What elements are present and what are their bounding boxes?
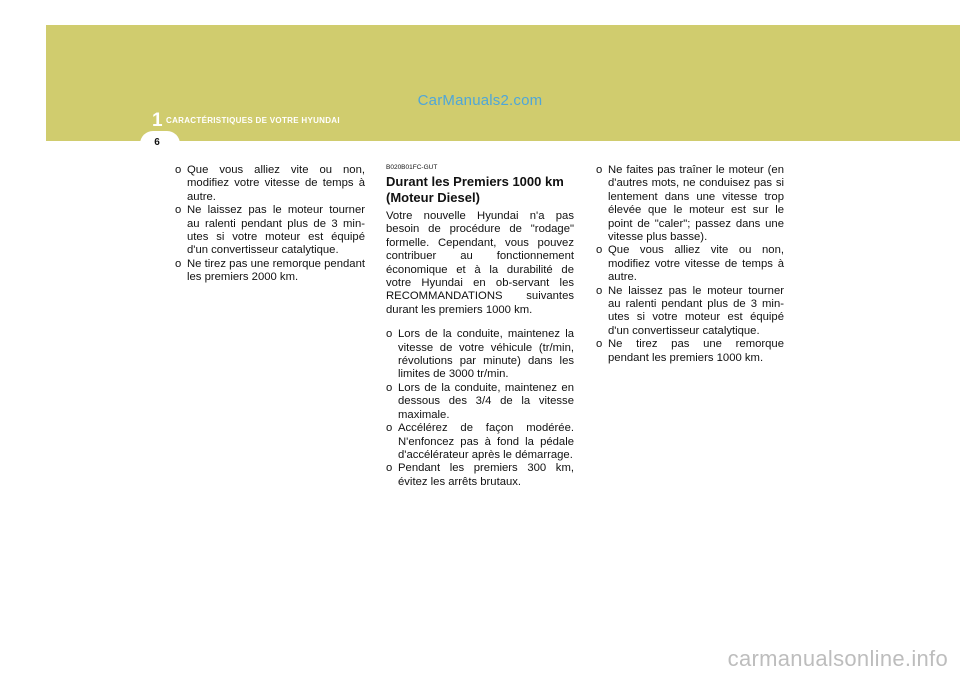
bullet-marker: o	[386, 328, 393, 341]
column-middle	[386, 164, 574, 489]
bullet-marker: o	[175, 164, 182, 176]
list-item-text: Accélérez de façon modérée. N'enfoncez pas à fond la pédale d'accélérateur après le démarrage.	[398, 422, 574, 461]
list-item	[596, 285, 784, 339]
list-item	[386, 422, 574, 462]
list-item-text: Ne laissez pas le moteur tourner au ralenti pendant plus de 3 min-utes si votre moteur est équipé d'un convertisseur catalytique.	[187, 204, 365, 257]
top-watermark[interactable]: CarManuals2.com	[417, 92, 543, 109]
list-item-text: Lors de la conduite, maintenez la vitesse de votre véhicule (tr/min, révolutions par minute) dans les limites de 3000 tr/min.	[398, 328, 574, 381]
list-item-text: Que vous alliez vite ou non, modifiez votre vitesse de temps à autre.	[608, 244, 784, 284]
list-item	[175, 164, 365, 204]
list-item-text: Ne tirez pas une remorque pendant les premiers 2000 km.	[187, 257, 365, 284]
chapter-title: CARACTÉRISTIQUES DE VOTRE HYUNDAI	[166, 116, 340, 125]
bullet-marker: o	[175, 204, 182, 217]
list-item-text: Ne faites pas traîner le moteur (en d'autres mots, ne conduisez pas si lentement dans une vitesse trop élevée que le moteur est sur le point de "caler"; passez dans une vitesse plus basse).	[608, 164, 784, 244]
bullet-marker: o	[596, 244, 603, 257]
bottom-watermark[interactable]: carmanualsonline.info	[727, 646, 948, 671]
section-code: B020B01FC-GUT	[386, 164, 438, 171]
section-heading: Durant les Premiers 1000 km (Moteur Diesel)	[386, 174, 564, 205]
list-item-text: Ne laissez pas le moteur tourner au ralenti pendant plus de 3 min-utes si votre moteur est équipé d'un convertisseur catalytique.	[608, 284, 784, 337]
column-left	[175, 164, 365, 285]
list-item-text: Pendant les premiers 300 km, évitez les arrêts brutaux.	[398, 462, 574, 488]
bullet-marker: o	[596, 284, 603, 297]
bullet-marker: o	[175, 257, 182, 270]
list-item-text: Ne tirez pas une remorque pendant les premiers 1000 km.	[608, 338, 784, 364]
page-number: 6	[154, 137, 160, 148]
list-item	[596, 338, 784, 365]
list-item	[386, 382, 574, 422]
bullet-marker: o	[386, 462, 393, 475]
column-right	[596, 164, 784, 365]
list-item	[596, 164, 784, 244]
bullet-marker: o	[596, 338, 603, 351]
list-item	[596, 244, 784, 284]
bullet-marker: o	[386, 422, 393, 435]
chapter-number: 1	[152, 110, 163, 131]
list-item-text: Lors de la conduite, maintenez en dessous des 3/4 de la vitesse maximale.	[398, 381, 574, 421]
bullet-marker: o	[596, 164, 603, 176]
list-item	[386, 328, 574, 382]
section-intro: Votre nouvelle Hyundai n'a pas besoin de procédure de "rodage" formelle. Cependant, vous pouvez contribuer au fonctionnement économique et à la durabilité de votre Hyundai en ob-servant les RECOMMANDATIONS suivantes durant les premiers 1000 km.	[386, 210, 574, 316]
list-item	[175, 204, 365, 258]
list-item	[175, 258, 365, 285]
list-item	[386, 462, 574, 489]
bullet-marker: o	[386, 381, 393, 394]
list-item-text: Que vous alliez vite ou non, modifiez votre vitesse de temps à autre.	[187, 164, 365, 203]
